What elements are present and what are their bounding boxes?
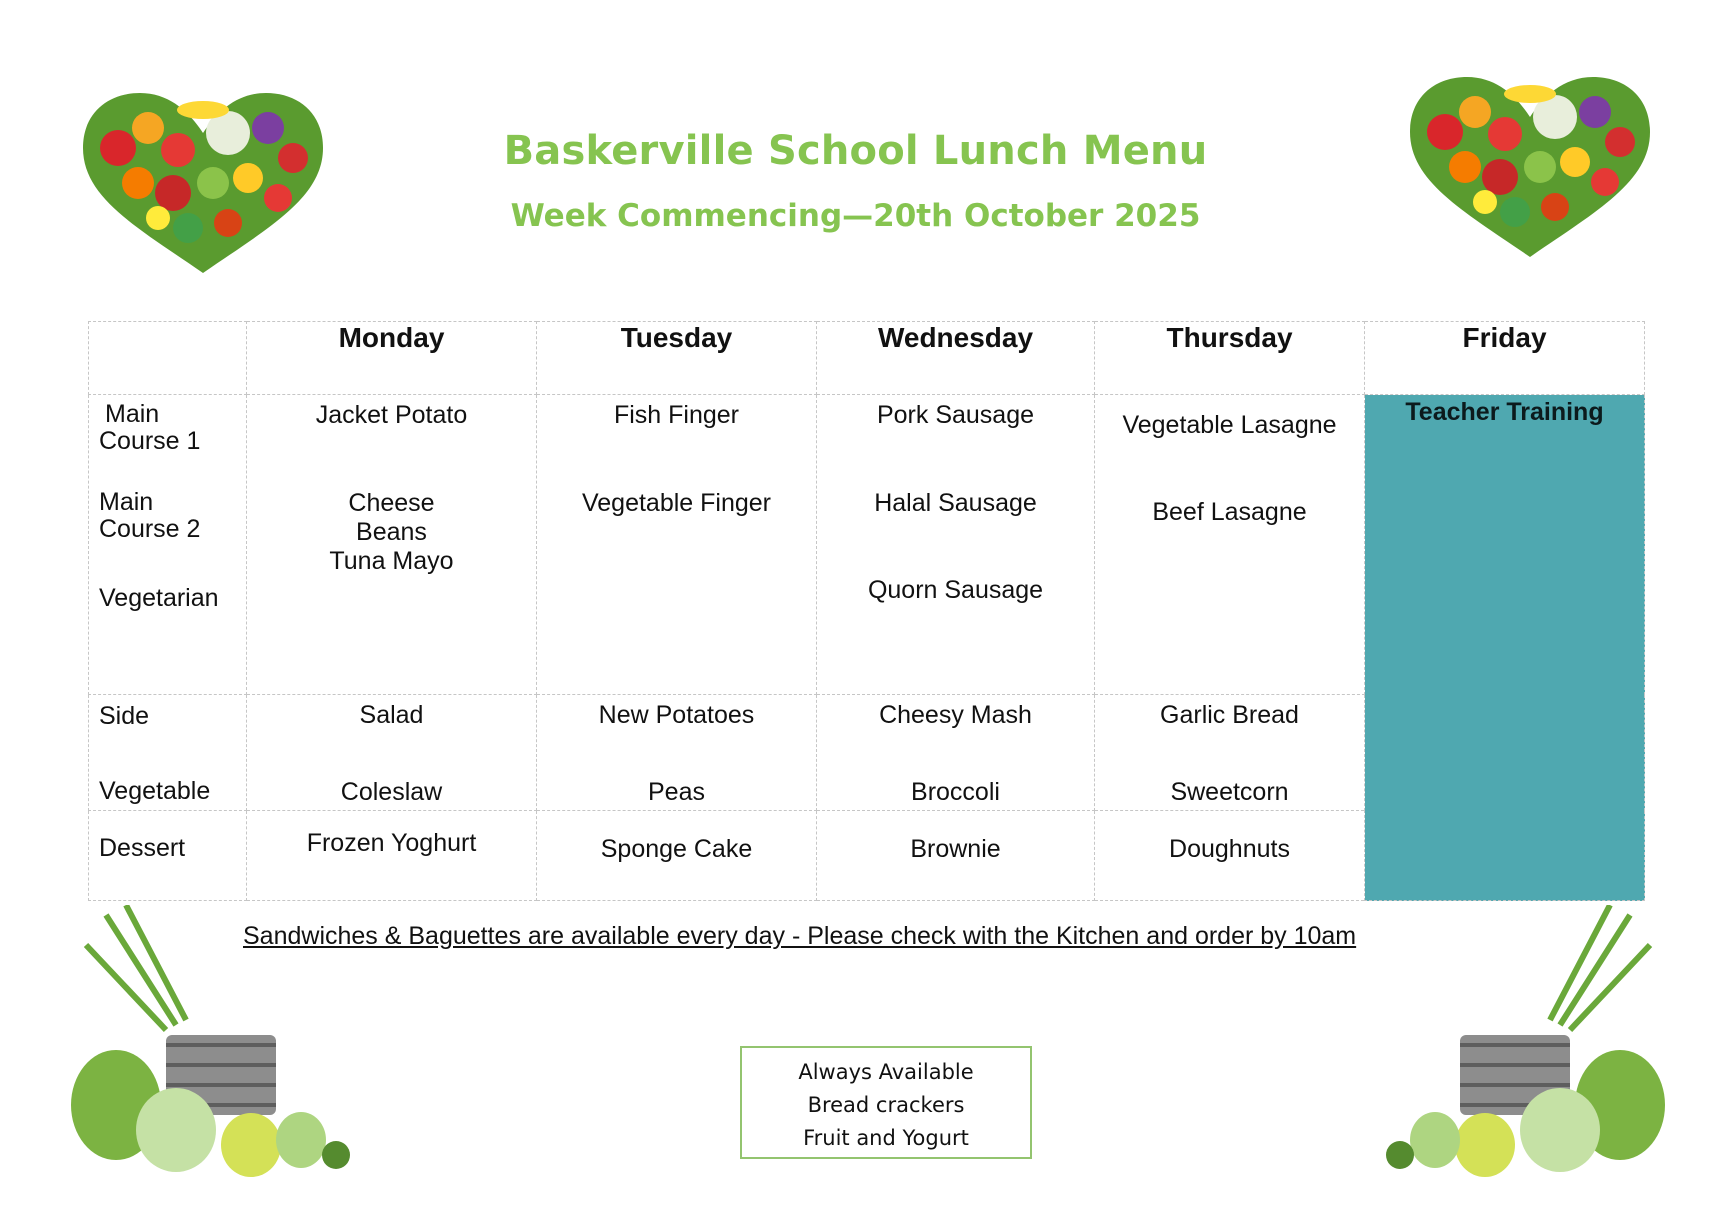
monday-side: Salad (359, 701, 424, 729)
menu-title: Baskerville School Lunch Menu (503, 128, 1208, 174)
label-text: Main (99, 488, 154, 516)
thursday-mains (1095, 395, 1365, 695)
label-main-course-2 (99, 489, 246, 543)
tuesday-side: New Potatoes (598, 701, 755, 729)
sandwich-note: Sandwiches & Baguettes are available every day - Please check with the Kitchen and order by 10am (243, 922, 1357, 950)
tuesday-mains (537, 395, 817, 695)
thursday-side: Garlic Bread (1160, 701, 1299, 729)
label-text: Course 2 (99, 515, 201, 543)
wednesday-main-2: Halal Sausage (874, 489, 1037, 517)
day-header-wednesday: Wednesday (817, 322, 1095, 395)
lunch-menu-table (88, 321, 1645, 901)
table-row-mains (89, 395, 1645, 695)
label-main-course-1-line2 (99, 428, 246, 455)
monday-sides (247, 695, 537, 811)
label-text: Course 1 (99, 427, 201, 455)
vegetable-basket-image (1370, 905, 1670, 1185)
header-corner (89, 322, 247, 395)
monday-main-1: Jacket Potato (315, 401, 468, 429)
table-header-row (89, 322, 1645, 395)
row-label-sides (89, 695, 247, 811)
vegetable-basket-image (66, 905, 366, 1185)
tuesday-dessert (537, 811, 817, 901)
monday-vegetable: Coleslaw (340, 778, 443, 806)
monday-mains (247, 395, 537, 695)
thursday-main-1: Vegetable Lasagne (1122, 411, 1337, 439)
monday-fillings (247, 489, 536, 576)
wednesday-main-1: Pork Sausage (876, 401, 1035, 429)
wednesday-mains (817, 395, 1095, 695)
vegetable-heart-image (78, 88, 328, 278)
week-commencing: Week Commencing—20th October 2025 (510, 198, 1201, 234)
wednesday-vegetarian: Quorn Sausage (867, 576, 1044, 604)
monday-dessert (247, 811, 537, 901)
tuesday-sides (537, 695, 817, 811)
day-header-friday: Friday (1365, 322, 1645, 395)
monday-dessert-text: Frozen Yoghurt (306, 829, 477, 857)
filling-item: Tuna Mayo (329, 547, 454, 575)
wednesday-vegetable: Broccoli (911, 778, 1000, 806)
always-available-title: Always Available (798, 1060, 974, 1084)
wednesday-sides (817, 695, 1095, 811)
friday-teacher-training: Teacher Training (1405, 398, 1604, 426)
always-available-item: Fruit and Yogurt (803, 1126, 969, 1150)
thursday-dessert (1095, 811, 1365, 901)
label-text: Main (105, 400, 160, 428)
label-main-course-1 (105, 401, 246, 428)
row-label-mains (89, 395, 247, 695)
thursday-sides (1095, 695, 1365, 811)
day-header-tuesday: Tuesday (537, 322, 817, 395)
thursday-dessert-text: Doughnuts (1169, 835, 1290, 863)
always-available-box (740, 1046, 1032, 1159)
tuesday-vegetable: Peas (648, 778, 705, 806)
day-header-thursday: Thursday (1095, 322, 1365, 395)
day-header-monday: Monday (247, 322, 537, 395)
label-side: Side (99, 702, 150, 730)
thursday-main-2: Beef Lasagne (1152, 498, 1307, 526)
tuesday-main-1: Fish Finger (613, 401, 740, 429)
label-vegetable: Vegetable (99, 777, 211, 805)
wednesday-side: Cheesy Mash (879, 701, 1032, 729)
row-label-dessert (89, 811, 247, 901)
tuesday-dessert-text: Sponge Cake (600, 835, 753, 863)
tuesday-main-2: Vegetable Finger (581, 489, 772, 517)
wednesday-dessert-text: Brownie (910, 835, 1001, 863)
label-dessert: Dessert (99, 834, 186, 862)
label-vegetarian: Vegetarian (99, 584, 219, 612)
wednesday-dessert (817, 811, 1095, 901)
filling-item: Cheese (348, 489, 435, 517)
thursday-vegetable: Sweetcorn (1170, 778, 1289, 806)
friday-cell (1365, 395, 1645, 901)
filling-item: Beans (356, 518, 427, 546)
always-available-item: Bread crackers (807, 1093, 965, 1117)
